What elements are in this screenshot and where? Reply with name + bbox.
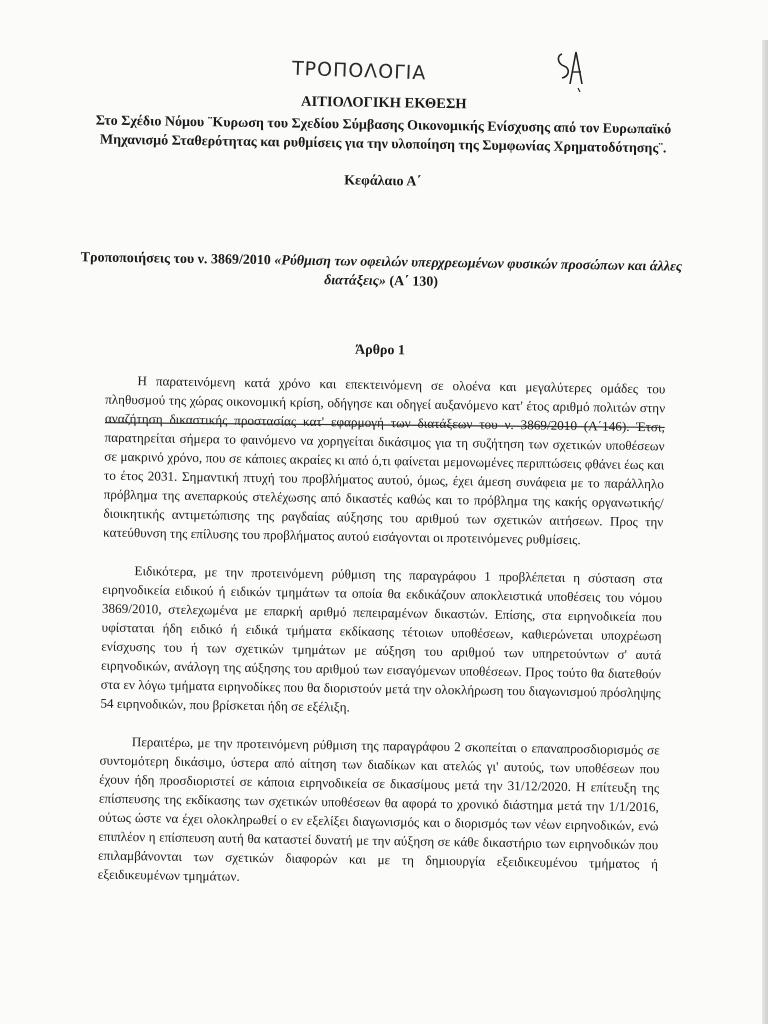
amendments-prefix: Τροποποιήσεις του ν. 3869/2010 bbox=[80, 250, 275, 269]
article-heading: Άρθρο 1 bbox=[354, 342, 406, 359]
document-subtitle: Στο Σχέδιο Νόμου ¨Κυρωση του Σχεδίου Σύμβασης Οικονομικής Ενίσχυσης από τον Ευρωπαϊκό Μηχανισμό Σταθερότητας και ρυθμίσεις για την υλοποίηση της Συμφωνίας Χρηματοδότησης¨. bbox=[95, 113, 672, 157]
document-title: ΑΙΤΙΟΛΟΓΙΚΗ ΕΚΘΕΣΗ bbox=[300, 93, 467, 113]
article-body bbox=[98, 371, 666, 893]
handwritten-annotation: ΤΡΟΠΟΛΟΓΙΑ bbox=[291, 57, 427, 85]
amendments-heading bbox=[76, 248, 687, 296]
amendments-suffix: (Α΄ 130) bbox=[385, 274, 439, 290]
document-content bbox=[0, 89, 768, 894]
article-paragraph-1: Η παρατεινόμενη κατά χρόνο και επεκτεινόμενη σε ολοένα και μεγαλύτερες ομάδες του πληθυσμού της χώρας οικονομική κρίση, οδήγησε και οδηγεί αυξανόμενο κατ' έτος αριθμό πολιτών στην αναζήτηση δικαστικής προστασίας κατ' εφαρμογή των διατάξεων του ν. 3869/2010 (Α΄146). Έτσι, παρατηρείται σήμερα το φαινόμενο να χορηγείται δικάσιμος για τη συζήτηση των σχετικών υποθέσεων σε μακρινό χρόνο, που σε κάποιες ακραίες κι από ό,τι φαίνεται μεμονωμένες περιπτώσεις φθάνει έως και το έτος 2031. Σημαντική πτυχή του προβλήματος αυτού, όμως, έχει άμεση συνάφεια με το παράλληλο πρόβλημα της ανεπαρκούς στελέχωσης από δικαστές καθώς και το πρόβλημα της κακής οργανωτικής/διοικητικής αντιμετώπισης της ραγδαίας αύξησης του αριθμού των σχετικών αιτήσεων. Προς την κατεύθυνση της επίλυσης του προβλήματος αυτού εισάγονται οι προτεινόμενες ρυθμίσεις. bbox=[102, 373, 666, 548]
article-paragraph-3: Περαιτέρω, με την προτεινόμενη ρύθμιση της παραγράφου 2 σκοπείται ο επαναπροσδιορισμός σε συντομότερη δικάσιμο, ύστερα από αίτηση των διαδίκων και ατελώς γι' αυτούς, των υποθέσεων που έχουν ήδη προσδιοριστεί σε κάποια ειρηνοδικεία σε δικασίμους μετά την 31/12/2020. Η επίτευξη της επίσπευσης της εκδίκασης των σχετικών υποθέσεων θα αφορά το χρονικό διάστημα μετά την 1/1/2016, ούτως ώστε να έχει ολοκληρωθεί ο εν εξελίξει διαγωνισμός και ο διορισμός των νέων ειρηνοδικών, ενώ επιπλέον η επίσπευση αυτή θα καταστεί δυνατή με την αύξηση σε κάθε δικαστήριο των ειρηνοδικών που επιλαμβάνονται των σχετικών διαφορών και με τη δημιουργία εξειδικευμένου τμήματος ή εξειδικευμένων τμημάτων. bbox=[97, 734, 660, 884]
amendments-law-name: «Ρύθμιση των οφειλών υπερχρεωμένων φυσικών προσώπων και άλλες διατάξεις» bbox=[274, 253, 683, 290]
article-paragraph-2: Ειδικότερα, με την προτεινόμενη ρύθμιση της παραγράφου 1 προβλέπεται η σύσταση στα ειρηνοδικεία ειδικού ή ειδικών τμημάτων τα οποία θα εκδικάζουν αποκλειστικά υποθέσεις του νόμου 3869/2010, στελεχωμένα με επαρκή αριθμό πεπειραμένων δικαστών. Επίσης, στα ειρηνοδικεία που υφίσταται ήδη ειδικό ή ειδικά τμήματα εκδίκασης τέτοιων υποθέσεων, καθιερώνεται υποχρέωση ενίσχυσης του ή των σχετικών τμημάτων με αύξηση του αριθμού των υπηρετούντων σ' αυτά ειρηνοδικών, ανάλογη της αύξησης του αριθμού των εισαγόμενων υποθέσεων. Προς τούτο θα διατεθούν στα εν λόγω τμήματα ειρηνοδίκες που θα διοριστούν μετά την ολοκλήρωση του διαγωνισμού πρόσληψης 54 ειρηνοδικών, που βρίσκεται ήδη σε εξέλιξη. bbox=[100, 563, 663, 715]
handwritten-initials-signature bbox=[552, 48, 588, 94]
chapter-heading: Κεφάλαιο Α΄ bbox=[344, 173, 422, 190]
